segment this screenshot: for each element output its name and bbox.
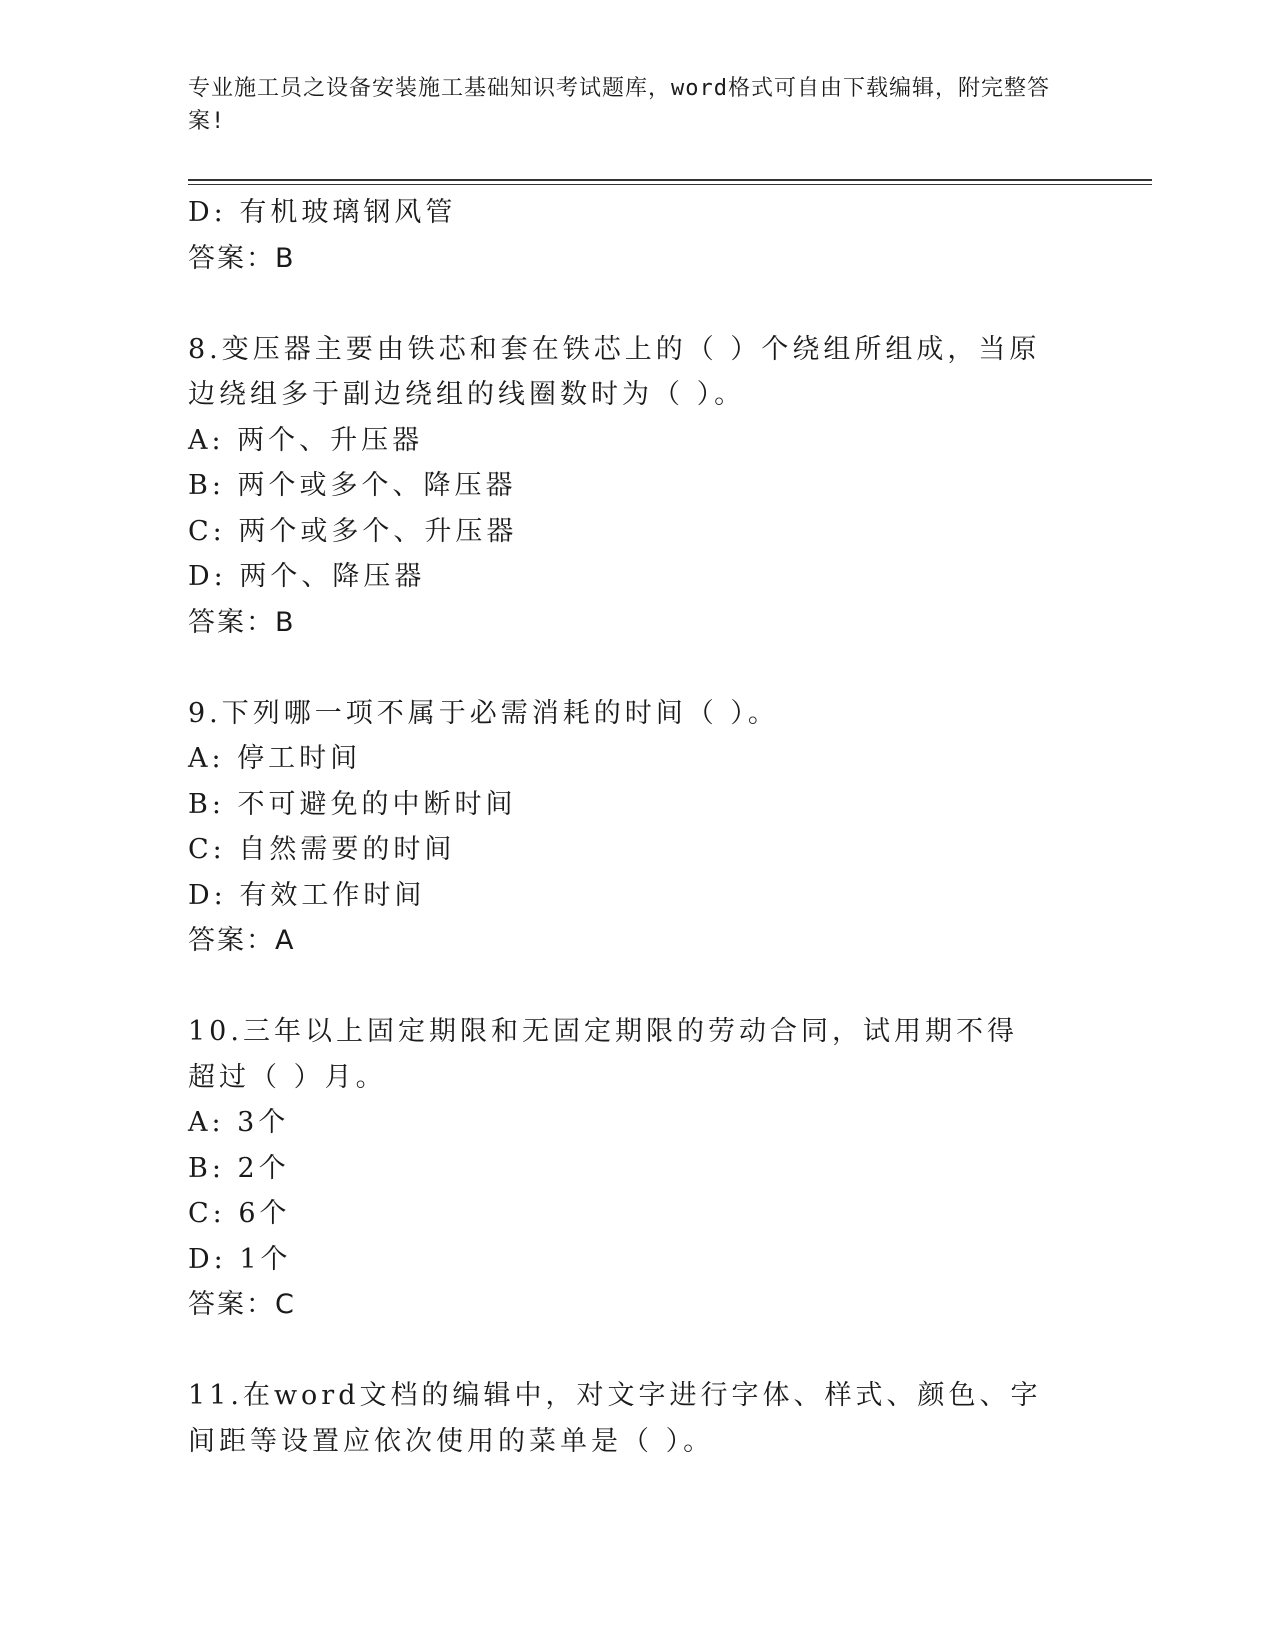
question-text: 9.下列哪一项不属于必需消耗的时间（ ）。 (188, 697, 779, 729)
option-a: A: 停工时间 (188, 743, 362, 774)
option-c: C: 两个或多个、升压器 (188, 515, 518, 547)
answer: 答案：B (188, 242, 296, 274)
answer: 答案：A (188, 925, 296, 956)
question-11 (188, 1373, 1088, 1464)
option-a: A: 3个 (188, 1107, 290, 1138)
header-divider-thin (188, 184, 1152, 185)
option-a: A: 两个、升压器 (188, 424, 424, 456)
question-8 (188, 327, 1088, 646)
option-d: D: 两个、降压器 (188, 561, 426, 592)
question-text: 8.变压器主要由铁芯和套在铁芯上的（ ）个绕组所组成，当原边绕组多于副边绕组的线圈数时为（ ）。 (188, 333, 1041, 410)
option-b: B: 不可避免的中断时间 (188, 788, 517, 820)
question-10 (188, 1009, 1088, 1328)
answer: 答案：B (188, 606, 296, 638)
question-list (188, 190, 1088, 1464)
question-text: 10.三年以上固定期限和无固定期限的劳动合同，试用期不得超过（ ）月。 (188, 1016, 1018, 1093)
option-b: B: 2个 (188, 1152, 290, 1184)
question-text: 11.在word文档的编辑中，对文字进行字体、样式、颜色、字间距等设置应依次使用的菜单是（ ）。 (188, 1380, 1042, 1457)
option-d: D: 有机玻璃钢风管 (188, 197, 457, 228)
option-d: D: 1个 (188, 1243, 292, 1275)
option-b: B: 两个或多个、降压器 (188, 470, 517, 501)
option-d: D: 有效工作时间 (188, 879, 426, 911)
document-header: 专业施工员之设备安装施工基础知识考试题库，word格式可自由下载编辑，附完整答案! (188, 76, 1050, 134)
option-c: C: 6个 (188, 1198, 291, 1229)
option-c: C: 自然需要的时间 (188, 834, 456, 865)
answer: 答案：C (188, 1289, 296, 1320)
question-9 (188, 691, 1088, 965)
header-divider (188, 179, 1152, 181)
